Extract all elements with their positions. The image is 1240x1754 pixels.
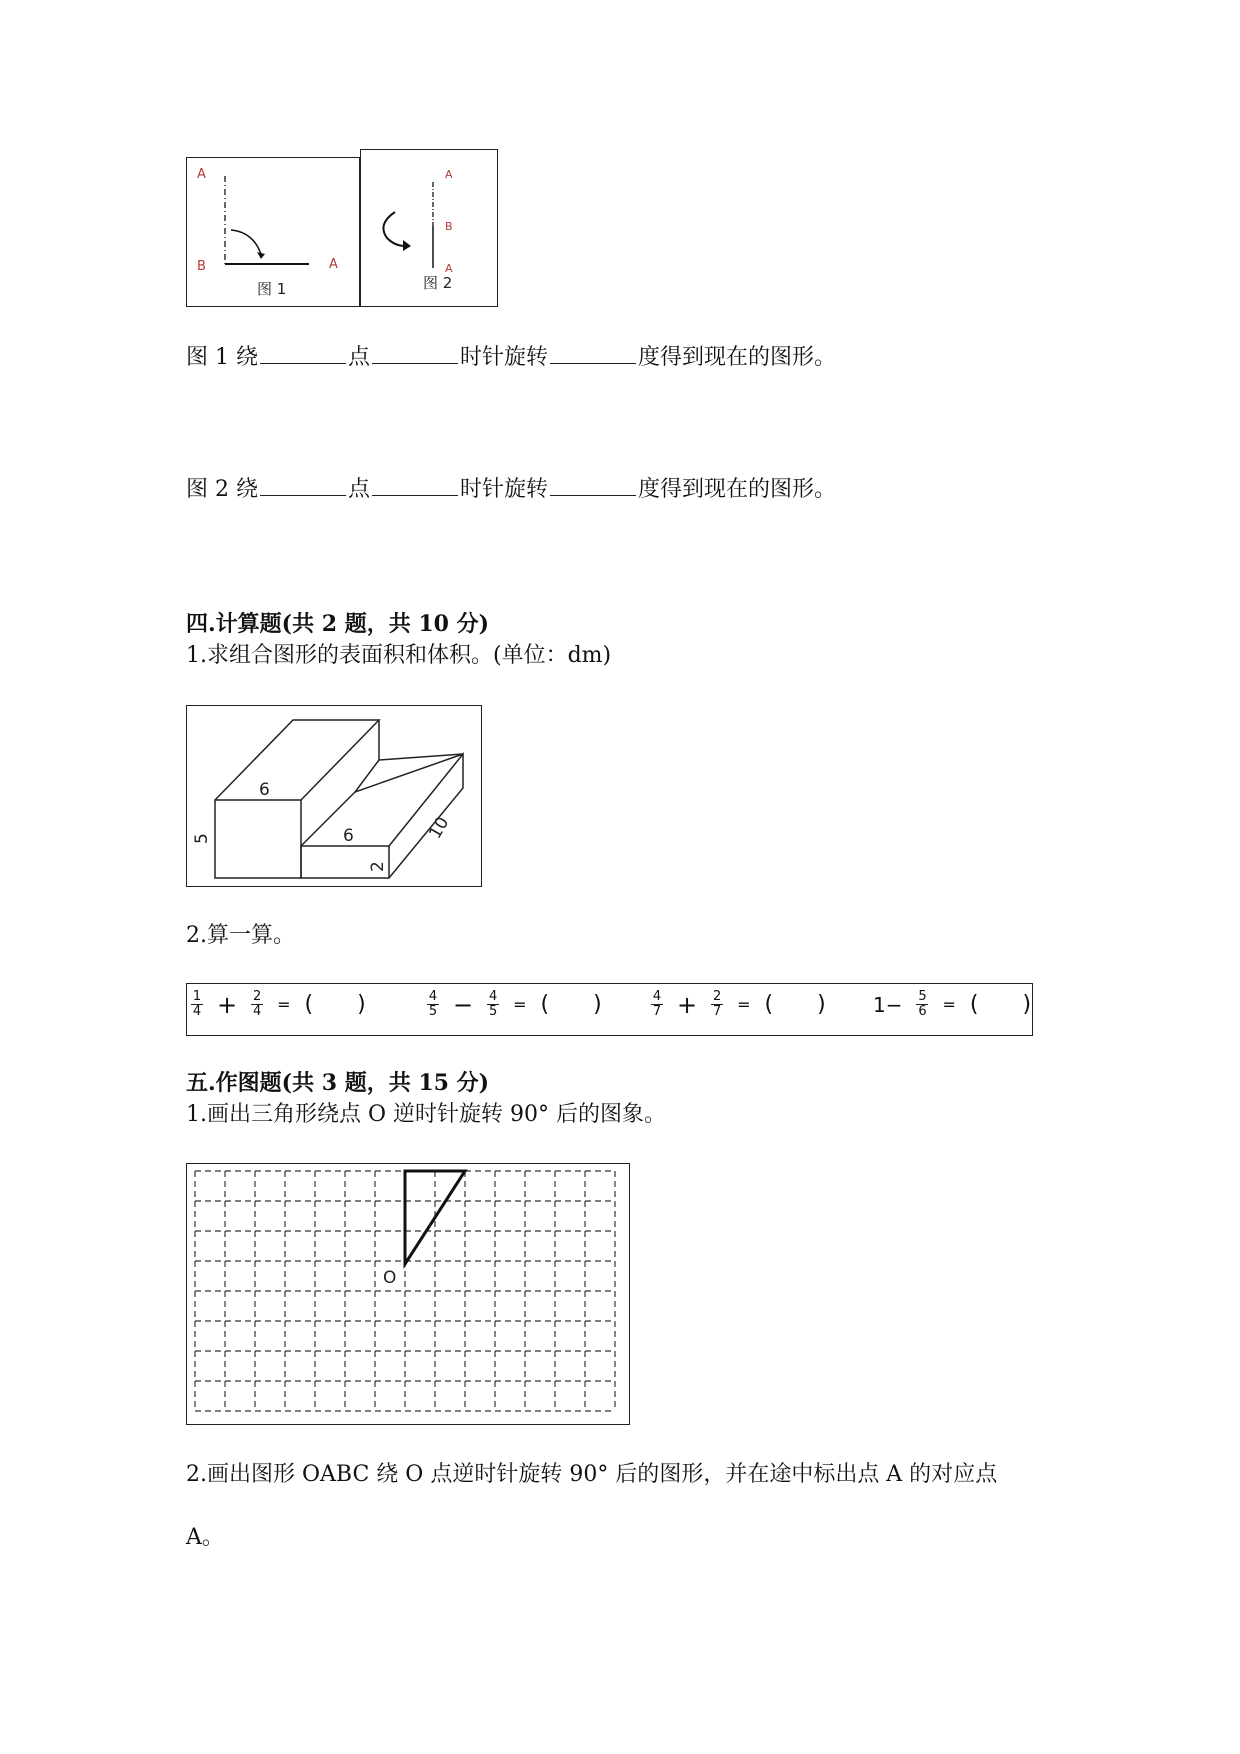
section-4-q2: 2.算一算。 bbox=[186, 923, 295, 948]
fraction: $\frac{4}{7}$ bbox=[652, 989, 662, 1019]
answer-slot[interactable]: ( ) bbox=[764, 992, 826, 1017]
section-5-q2-line1: 2.画出图形 OABC 绕 O 点逆时针旋转 90° 后的图形，并在途中标出点 A 的对应点 bbox=[186, 1462, 998, 1487]
rotation-grid-figure[interactable] bbox=[186, 1163, 630, 1425]
fraction: $\frac{5}{6}$ bbox=[918, 989, 927, 1019]
rotation-question-2: 图 2 绕 点 时针旋转 度得到现在的图形。 bbox=[186, 477, 837, 502]
answer-slot[interactable]: ( ) bbox=[969, 992, 1032, 1017]
fig2-label-mid: B bbox=[445, 220, 453, 233]
answer-slot[interactable]: ( ) bbox=[540, 992, 602, 1017]
fig1-label-corner: B bbox=[197, 259, 206, 274]
solid-label-height-left: 5 bbox=[192, 833, 212, 844]
solid-label-step-length: 6 bbox=[343, 826, 354, 846]
rotation-question-1: 图 1 绕 点 时针旋转 度得到现在的图形。 bbox=[186, 345, 837, 370]
fraction: $\frac{1}{4}$ bbox=[192, 989, 202, 1019]
section-5-heading: 五.作图题(共 3 题，共 15 分) bbox=[186, 1070, 490, 1096]
grid-point-o-label: O bbox=[383, 1268, 397, 1288]
section-4-heading: 四.计算题(共 2 题，共 10 分) bbox=[186, 611, 490, 637]
figure-1-drawing bbox=[187, 158, 359, 306]
figure-2-drawing bbox=[361, 150, 497, 306]
expression-4: 1− $\frac{5}{6}$ = ( ) bbox=[873, 989, 1032, 1019]
answer-blank[interactable] bbox=[550, 475, 636, 496]
answer-slot[interactable]: ( ) bbox=[304, 992, 366, 1017]
fig1-caption: 图 1 bbox=[257, 280, 287, 298]
expression-3: $\frac{4}{7}$ + $\frac{2}{7}$ = ( ) bbox=[652, 989, 826, 1019]
answer-blank[interactable] bbox=[372, 343, 458, 364]
fig2-label-top: A bbox=[445, 168, 453, 181]
solid-label-step-height: 2 bbox=[368, 861, 388, 872]
answer-blank[interactable] bbox=[260, 343, 346, 364]
section-5-q2-line2: A。 bbox=[186, 1525, 224, 1550]
fig2-caption: 图 2 bbox=[423, 274, 453, 292]
composite-solid-figure bbox=[186, 705, 482, 887]
fraction: $\frac{4}{5}$ bbox=[488, 989, 498, 1019]
answer-blank[interactable] bbox=[550, 343, 636, 364]
section-4-q1: 1.求组合图形的表面积和体积。(单位：dm) bbox=[186, 643, 612, 668]
expression-1: $\frac{1}{4}$ + $\frac{2}{4}$ = ( ) bbox=[192, 989, 366, 1019]
figure-1 bbox=[186, 157, 360, 307]
answer-blank[interactable] bbox=[372, 475, 458, 496]
answer-blank[interactable] bbox=[260, 475, 346, 496]
composite-solid-drawing bbox=[187, 706, 481, 886]
solid-label-top-length: 6 bbox=[259, 780, 270, 800]
fig1-label-right: A bbox=[329, 257, 338, 272]
dashed-grid bbox=[187, 1164, 629, 1424]
fig2-label-bottom: A bbox=[445, 262, 453, 275]
solid-label-depth: 10 bbox=[425, 813, 454, 843]
fig1-label-top: A bbox=[197, 167, 206, 182]
fraction: $\frac{2}{7}$ bbox=[712, 989, 722, 1019]
figure-2 bbox=[360, 149, 498, 307]
fraction: $\frac{4}{5}$ bbox=[428, 989, 438, 1019]
section-5-q1: 1.画出三角形绕点 O 逆时针旋转 90° 后的图象。 bbox=[186, 1102, 666, 1127]
expression-2: $\frac{4}{5}$ − $\frac{4}{5}$ = ( ) bbox=[428, 989, 602, 1019]
fraction-expressions-strip bbox=[186, 983, 1033, 1036]
fraction: $\frac{2}{4}$ bbox=[252, 989, 262, 1019]
